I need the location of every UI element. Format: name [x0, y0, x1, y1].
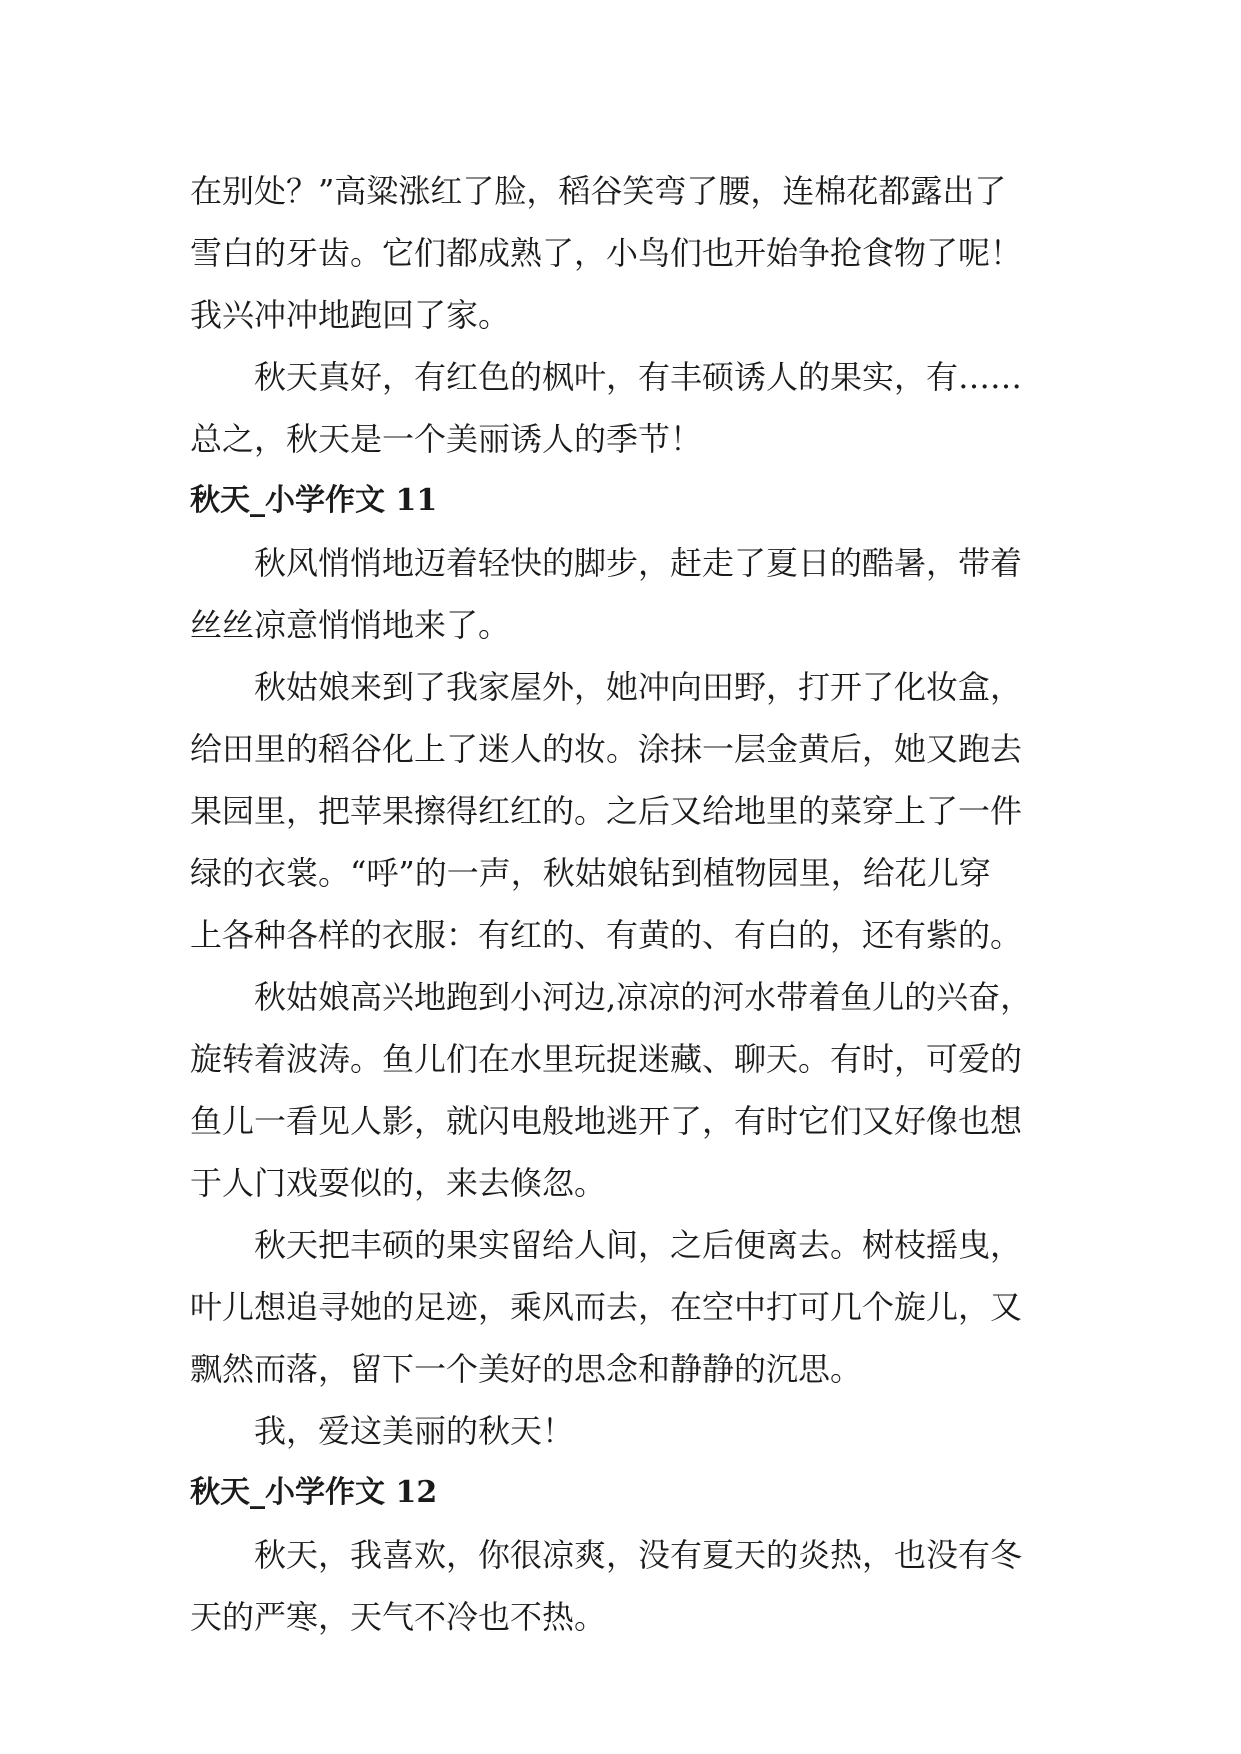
text-line: 旋转着波涛。鱼儿们在水里玩捉迷藏、聊天。有时，可爱的: [190, 1040, 1023, 1078]
text-line: 上各种各样的衣服：有红的、有黄的、有白的，还有紫的。: [190, 916, 1023, 954]
text-line: 飘然而落，留下一个美好的思念和静静的沉思。: [190, 1350, 863, 1388]
text-line: 鱼儿一看见人影，就闪电般地逃开了，有时它们又好像也想: [190, 1102, 1023, 1140]
text-line: 雪白的牙齿。它们都成熟了，小鸟们也开始争抢食物了呢！: [190, 234, 1023, 272]
document-body: [190, 160, 1070, 1648]
text-line: 天的严寒，天气不冷也不热。: [190, 1598, 607, 1636]
paragraph: [190, 1400, 1070, 1462]
text-line: 秋天把丰硕的果实留给人间，之后便离去。树枝摇曳，: [254, 1226, 1023, 1264]
text-line: 秋姑娘来到了我家屋外，她冲向田野，打开了化妆盒，: [254, 668, 1023, 706]
text-line: 给田里的稻谷化上了迷人的妆。涂抹一层金黄后，她又跑去: [190, 730, 1023, 768]
text-line: 秋天，我喜欢，你很凉爽，没有夏天的炎热，也没有冬: [254, 1536, 1023, 1574]
section-heading: 秋天_小学作文 12: [190, 1475, 438, 1510]
paragraph: [190, 1214, 1070, 1400]
text-line: 叶儿想追寻她的足迹，乘风而去，在空中打可几个旋儿，又: [190, 1288, 1023, 1326]
text-line: 秋姑娘高兴地跑到小河边,凉凉的河水带着鱼儿的兴奋，: [254, 978, 1033, 1016]
text-line: 在别处？”高粱涨红了脸，稻谷笑弯了腰，连棉花都露出了: [190, 172, 1007, 210]
paragraph: [190, 160, 1070, 346]
text-line: 我兴冲冲地跑回了家。: [190, 296, 511, 334]
paragraph: [190, 346, 1070, 470]
text-line: 我，爱这美丽的秋天！: [254, 1412, 575, 1450]
paragraph: [190, 656, 1070, 966]
paragraph: [190, 1524, 1070, 1648]
text-line: 秋风悄悄地迈着轻快的脚步，赶走了夏日的酷暑，带着: [254, 544, 1023, 582]
text-line: 总之，秋天是一个美丽诱人的季节！: [190, 420, 703, 458]
text-line: 绿的衣裳。“呼”的一声，秋姑娘钻到植物园里，给花儿穿: [190, 854, 991, 892]
text-line: 于人门戏耍似的，来去倏忽。: [190, 1164, 607, 1202]
text-line: 秋天真好，有红色的枫叶，有丰硕诱人的果实，有……: [254, 358, 1023, 396]
paragraph: [190, 966, 1070, 1214]
section-heading: 秋天_小学作文 11: [190, 483, 438, 518]
text-line: 丝丝凉意悄悄地来了。: [190, 606, 511, 644]
paragraph: [190, 532, 1070, 656]
text-line: 果园里，把苹果擦得红红的。之后又给地里的菜穿上了一件: [190, 792, 1023, 830]
